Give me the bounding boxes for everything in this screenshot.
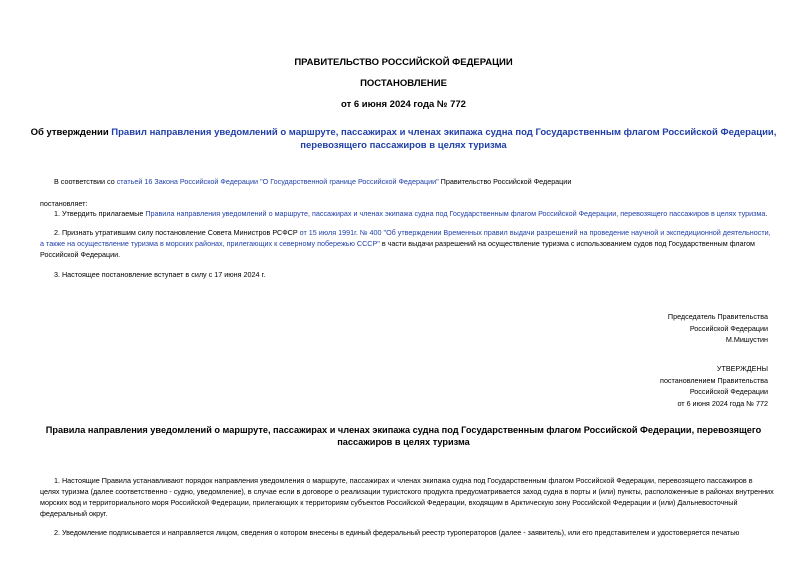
document-type: ПОСТАНОВЛЕНИЕ [360, 78, 447, 89]
title-prefix: Об утверждении [30, 127, 112, 138]
item-3: 3. Настоящее постановление вступает в силу с 17 июня 2024 г. [54, 270, 266, 279]
preamble [54, 176, 774, 187]
approved-by: постановлением Правительства [660, 375, 768, 385]
signature-block [560, 311, 768, 346]
preamble-text-end: Правительство Российской Федерации [438, 177, 572, 186]
item-2-text: 2. Признать утратившим силу постановление Совета Министров РСФСР [54, 228, 300, 237]
item-2 [54, 227, 784, 238]
item-1 [54, 208, 784, 219]
title-rules-link-cont[interactable]: перевозящего пассажиров в целях туризма [300, 140, 507, 151]
rule-1-line2: целях туризма (далее соответственно - судно, уведомление), в случае если в договоре о реализации туристского продукта предусматривается заход судна в порты и (или) пункты, расположенные в районах внутренних [40, 487, 774, 496]
signature-name: М.Мишустин [725, 335, 768, 344]
item-2-end-line: Российской Федерации. [40, 250, 121, 259]
item-2-cont [40, 238, 780, 249]
signature-position: Председатель Правительства [667, 312, 768, 321]
item-1-end: . [765, 209, 768, 218]
rule-1-line3: морских вод и территориального моря Российской Федерации, прилегающих к территориям субъектов Российской Федерации, входящим в Арктическую зону Российской Федерации и (или) Дальневосточный [40, 498, 738, 507]
rule-1-line4: федеральный округ. [40, 509, 108, 518]
document-date: от 6 июня 2024 года № 772 [341, 99, 466, 110]
decides-label: постановляет: [40, 199, 88, 208]
document-title [0, 126, 807, 152]
item-2-decree-link-cont[interactable]: а также на осуществление туризма в морских районах, прилегающих к северному побережью СССР" [40, 239, 380, 248]
approved-block [560, 363, 768, 409]
item-1-rules-link[interactable]: Правила направления уведомлений о маршруте, пассажирах и членах экипажа судна под Государственным флагом Российской Федерации, перевозящего пассажиров в целях туризма [145, 209, 766, 218]
rules-title-line1: Правила направления уведомлений о маршруте, пассажирах и членах экипажа судна под Государственным флагом Российской Федерации, перевозящего [45, 425, 762, 435]
law-article-link[interactable]: статьей 16 Закона Российской Федерации "О Государственной границе Российской Федерации" [116, 177, 439, 186]
item-2-end: в части выдачи разрешений на осуществление туризма с использованием судов под Государственным флагом [379, 239, 756, 248]
approved-label: УТВЕРЖДЕНЫ [716, 364, 768, 373]
item-1-text: 1. Утвердить прилагаемые [54, 209, 146, 218]
government-heading: ПРАВИТЕЛЬСТВО РОССИЙСКОЙ ФЕДЕРАЦИИ [294, 57, 513, 68]
rule-1-line1: 1. Настоящие Правила устанавливают порядок направления уведомления о маршруте, пассажирах и членах экипажа судна под Государственным флагом Российской Федерации, перевозящего пассажиров в [54, 476, 753, 485]
title-rules-link[interactable]: Правил направления уведомлений о маршруте, пассажирах и членах экипажа судна под Государственным флагом Российской Федерации, [111, 127, 777, 138]
preamble-text: В соответствии со [54, 177, 117, 186]
rule-2-line1: 2. Уведомление подписывается и направляется лицом, сведения о котором внесены в единый федеральный реестр туроператоров (далее - заявитель), или его представителем и удостоверяется печатью [54, 528, 740, 537]
rules-title-line2: пассажиров в целях туризма [337, 437, 470, 447]
approved-date: от 6 июня 2024 года № 772 [677, 398, 768, 408]
signature-country: Российской Федерации [689, 323, 768, 333]
approved-country: Российской Федерации [689, 387, 768, 396]
item-2-decree-link[interactable]: от 15 июля 1991г. № 400 "Об утверждении Временных правил выдачи разрешений на проведение научной и экспедиционной деятельности, [299, 228, 771, 237]
rules-title [0, 424, 807, 448]
